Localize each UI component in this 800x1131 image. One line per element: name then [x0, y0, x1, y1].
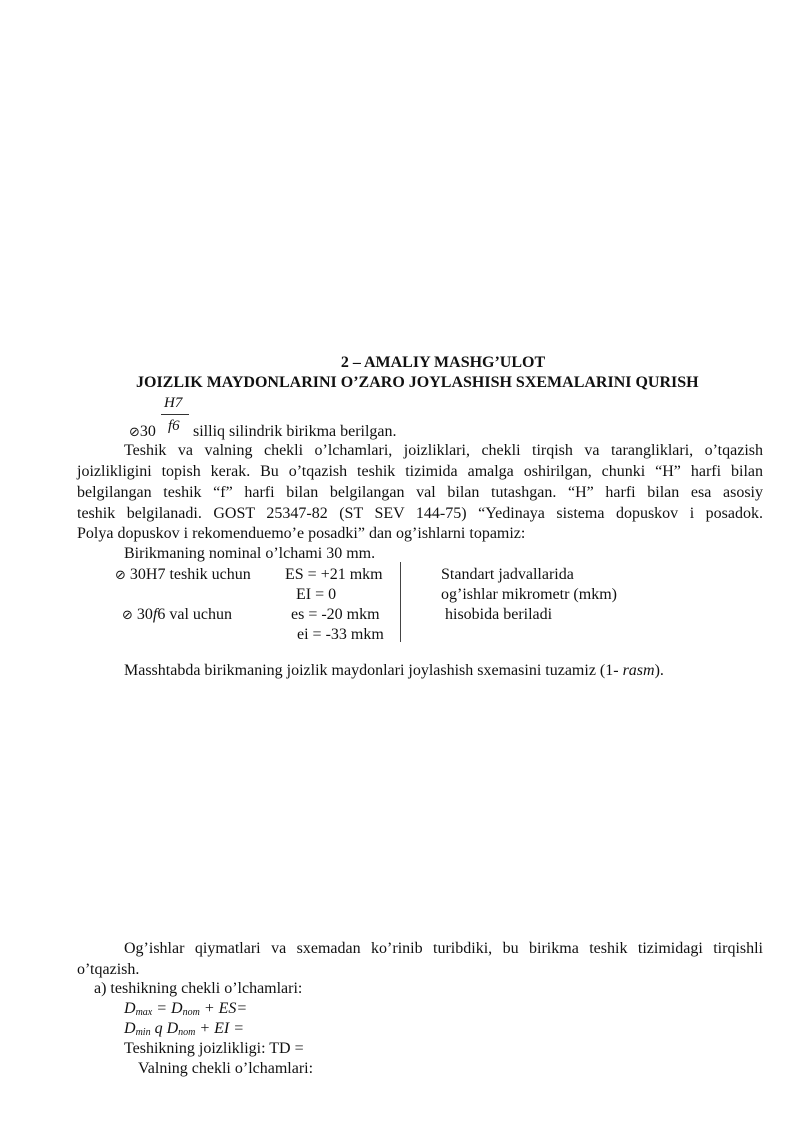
shaft-limits-heading: Valning chekli o’lchamlari: [138, 1060, 314, 1077]
paragraph-line: belgilangan teshik “f” harfi bilan belgilangan val bilan tutashgan. “H” harfi bilan esa asosiy [77, 484, 763, 501]
figure-reference: rasm [622, 662, 655, 679]
nominal-size-line: Birikmaning nominal o’lchami 30 mm. [124, 545, 376, 562]
shaft-lower-deviation: ei = -33 mkm [297, 626, 384, 643]
scheme-text-end: ). [654, 662, 664, 679]
dmax-symbol: D [124, 1000, 136, 1017]
hole-label [115, 566, 251, 585]
paragraph-line: joizlikligini topish kerak. Bu o’tqazish teshik tizimida amalga oshirilgan, chunki “H” harfi bilan [77, 463, 763, 480]
fit-nominal: 30 [139, 423, 156, 440]
dmin-mid: q D [150, 1020, 179, 1037]
hole-label-text: 30H7 teshik uchun [129, 566, 251, 583]
fit-caption: silliq silindrik birikma berilgan. [193, 423, 397, 440]
paragraph-line: Og’ishlar qiymatlari va sxemadan ko’rinib turibdiki, bu birikma teshik tizimidagi tirqishli [124, 940, 763, 957]
hole-upper-deviation: ES = +21 mkm [285, 566, 383, 583]
dmax-formula [124, 1000, 247, 1022]
diameter-icon: ⊘ [115, 568, 126, 583]
shaft-label-letter: f [152, 606, 158, 623]
page-title: 2 – AMALIY MASHG’ULOT [340, 354, 546, 371]
dmin-tail: + EI = [195, 1020, 245, 1037]
paragraph-line: Teshik va valning chekli o’lchamlari, joizliklari, chekli tirqish va tarangliklari, o’tqazish [124, 442, 763, 459]
fit-denominator: f6 [168, 418, 180, 434]
table-note-3: hisobida beriladi [445, 606, 553, 623]
shaft-label [122, 606, 232, 625]
shaft-upper-deviation: es = -20 mkm [291, 606, 380, 623]
dmax-subscript: max [135, 1007, 153, 1018]
bracket-line [400, 562, 401, 642]
dnom-subscript: nom [178, 1027, 196, 1038]
diameter-icon: ⊘ [129, 425, 140, 440]
paragraph-line: teshik belgilanadi. GOST 25347-82 (ST SEV 144-75) “Yedinaya sistema dopuskov i posadok. [77, 505, 763, 522]
fit-designation [129, 423, 156, 442]
dmin-symbol: D [124, 1020, 136, 1037]
diameter-icon: ⊘ [122, 608, 133, 623]
dmin-subscript: min [135, 1027, 151, 1038]
fraction-bar [161, 414, 189, 415]
scheme-text: Masshtabda birikmaning joizlik maydonlari joylashish sxemasini tuzamiz (1- [124, 662, 623, 679]
table-note-2: og’ishlar mikrometr (mkm) [441, 586, 617, 603]
dmax-tail: + ES= [199, 1000, 248, 1017]
section-a-heading: a) teshikning chekli o’lchamlari: [94, 980, 303, 997]
scheme-instruction [124, 662, 664, 680]
hole-lower-deviation: EI = 0 [296, 586, 337, 603]
page-subtitle: JOIZLIK MAYDONLARINI O’ZARO JOYLASHISH SXEMALARINI QURISH [136, 374, 699, 391]
dnom-subscript: nom [182, 1007, 200, 1018]
paragraph-line: Polya dopuskov i rekomenduemo’e posadki” dan og’ishlarni topamiz: [77, 525, 526, 542]
dmin-formula [124, 1020, 244, 1042]
dmax-equals: = D [152, 1000, 183, 1017]
fit-numerator: H7 [164, 395, 183, 411]
table-note-1: Standart jadvallarida [441, 566, 574, 583]
hole-tolerance-line: Teshikning joizlikligi: TD = [124, 1040, 304, 1057]
shaft-label-rest: 6 val uchun [157, 606, 233, 623]
paragraph-line: o’tqazish. [77, 961, 140, 978]
shaft-label-num: 30 [136, 606, 153, 623]
